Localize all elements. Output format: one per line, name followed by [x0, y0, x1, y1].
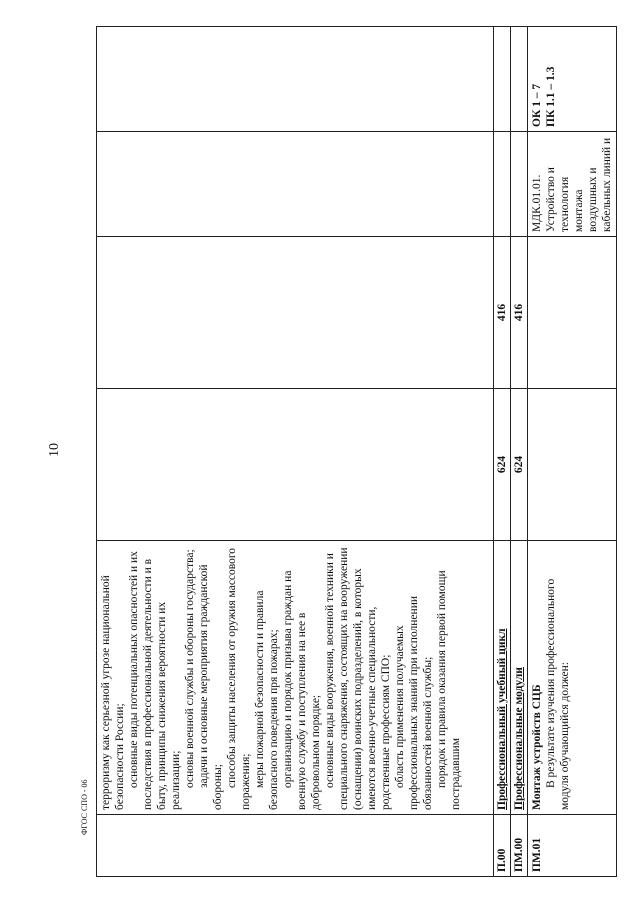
hours-cell [97, 237, 494, 389]
description-cell [97, 541, 494, 815]
code-cell: ПМ.01 [528, 815, 617, 877]
discipline-cell [97, 132, 494, 237]
hours-cell [528, 237, 617, 389]
description-line: порядок и правила оказания первой помощи пострадавшим [436, 570, 463, 810]
discipline-cell [494, 132, 511, 237]
description-line: основные виды вооружения, военной техники и специального снаряжения, состоящих на вооружении (оснащении) воинских подразделений, в которых имеются военно-учетные специальности, родственные профессиям СПО; [324, 547, 393, 810]
description-line: основы военной службы и обороны государства; [184, 549, 197, 788]
description-line: меры пожарной безопасности и правила безопасного поведения пря пожарах; [254, 590, 281, 810]
hours-cell: 416 [511, 237, 528, 389]
table-row [494, 27, 511, 877]
page-number: 10 [47, 443, 62, 457]
table-row [97, 27, 494, 877]
competence-cell [97, 27, 494, 132]
curriculum-table [96, 26, 617, 877]
description-line: способы защиты населения от оружия массового поражения; [226, 547, 253, 810]
hours-cell: 416 [494, 237, 511, 389]
discipline-cell [511, 132, 528, 237]
competence-ok: ОК 1 – 7 [531, 83, 544, 127]
table-row [511, 27, 528, 877]
competence-cell [494, 27, 511, 132]
table-row [528, 27, 617, 877]
description-line: терроризму как серьезной угрозе национальной безопасности России; [100, 575, 127, 810]
competence-pk: ПК 1.1 – 1.3 [545, 66, 558, 127]
max-load-cell [528, 389, 617, 541]
module-cell [528, 541, 617, 815]
module-intro: В результате изучения профессионального модуля обучающийся должен: [545, 578, 572, 810]
code-cell [97, 815, 494, 877]
description-line: область применения получаемых профессиональных знаний при исполнении обязанностей военной службы; [394, 595, 435, 810]
max-load-cell: 624 [511, 389, 528, 541]
max-load-cell [97, 389, 494, 541]
footer-code: ФГОС СПО - 06 [80, 779, 89, 835]
competence-cell [528, 27, 617, 132]
description-line: задачи и основные мероприятия гражданской обороны; [198, 564, 225, 810]
section-title: Профессиональные модули [511, 541, 528, 815]
description-line: основные виды потенциальных опасностей и их последствия в профессиональной деятельности и в быту, принципы снижения вероятности их реализации; [128, 551, 183, 810]
curriculum-sheet [96, 27, 614, 877]
section-title: Профессиональный учебный цикл [494, 541, 511, 815]
code-cell: ПМ.00 [511, 815, 528, 877]
code-cell: П.00 [494, 815, 511, 877]
module-title: Монтаж устройств СЦБ [531, 684, 544, 810]
description-line: организацию и порядок призыва граждан на военную службу и поступления на нее в добровольном порядке; [282, 570, 323, 810]
competence-cell [511, 27, 528, 132]
max-load-cell: 624 [494, 389, 511, 541]
discipline-cell: МДК.01.01. Устройство и технология монтажа воздушных и кабельных линий и [528, 132, 617, 237]
